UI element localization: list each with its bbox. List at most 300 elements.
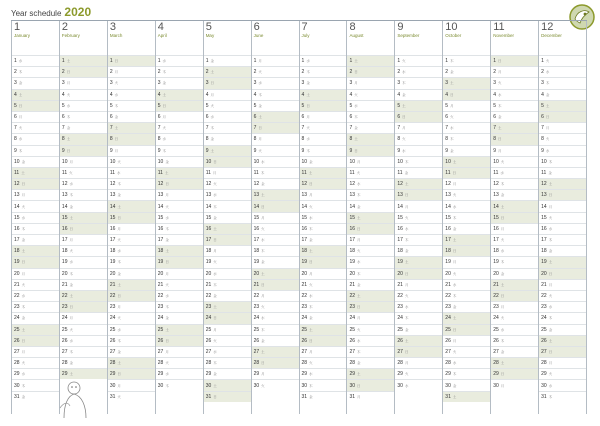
day-cell[interactable] <box>347 55 394 66</box>
day-cell[interactable] <box>491 100 538 111</box>
day-cell[interactable] <box>204 55 251 66</box>
day-cell[interactable] <box>347 77 394 88</box>
day-cell[interactable] <box>108 111 155 122</box>
day-cell[interactable] <box>491 55 538 66</box>
day-cell[interactable] <box>395 111 442 122</box>
day-cell[interactable] <box>60 145 107 156</box>
day-cell[interactable] <box>204 357 251 368</box>
day-cell[interactable] <box>204 156 251 167</box>
day-cell[interactable] <box>443 156 490 167</box>
day-cell[interactable] <box>300 312 347 323</box>
day-cell[interactable] <box>300 357 347 368</box>
day-cell[interactable] <box>347 256 394 267</box>
day-cell[interactable] <box>108 212 155 223</box>
day-cell[interactable] <box>539 245 586 256</box>
day-cell[interactable] <box>108 324 155 335</box>
day-cell[interactable] <box>300 212 347 223</box>
day-cell[interactable] <box>108 268 155 279</box>
day-cell[interactable] <box>539 133 586 144</box>
day-cell[interactable] <box>300 368 347 379</box>
day-cell[interactable] <box>204 245 251 256</box>
day-cell[interactable] <box>395 178 442 189</box>
day-cell[interactable] <box>491 301 538 312</box>
day-cell[interactable] <box>108 279 155 290</box>
day-cell[interactable] <box>204 379 251 390</box>
day-cell[interactable] <box>108 256 155 267</box>
day-cell[interactable] <box>300 111 347 122</box>
day-cell[interactable] <box>252 256 299 267</box>
day-cell[interactable] <box>252 335 299 346</box>
day-cell[interactable] <box>300 189 347 200</box>
day-cell[interactable] <box>12 55 59 66</box>
day-cell[interactable] <box>347 223 394 234</box>
day-cell[interactable] <box>491 145 538 156</box>
day-cell[interactable] <box>491 212 538 223</box>
day-cell[interactable] <box>300 268 347 279</box>
day-cell[interactable] <box>539 156 586 167</box>
day-cell[interactable] <box>491 89 538 100</box>
day-cell[interactable] <box>395 368 442 379</box>
day-cell[interactable] <box>347 279 394 290</box>
day-cell[interactable] <box>443 279 490 290</box>
day-cell[interactable] <box>252 301 299 312</box>
day-cell[interactable] <box>300 279 347 290</box>
day-cell[interactable] <box>539 368 586 379</box>
day-cell[interactable] <box>12 335 59 346</box>
day-cell[interactable] <box>108 379 155 390</box>
day-cell[interactable] <box>491 379 538 390</box>
day-cell[interactable] <box>347 290 394 301</box>
day-cell[interactable] <box>395 133 442 144</box>
day-cell[interactable] <box>12 245 59 256</box>
day-cell[interactable] <box>204 223 251 234</box>
day-cell[interactable] <box>12 357 59 368</box>
day-cell[interactable] <box>395 223 442 234</box>
day-cell[interactable] <box>539 66 586 77</box>
day-cell[interactable] <box>395 55 442 66</box>
day-cell[interactable] <box>108 234 155 245</box>
day-cell[interactable] <box>347 268 394 279</box>
day-cell[interactable] <box>443 234 490 245</box>
day-cell[interactable] <box>108 77 155 88</box>
day-cell[interactable] <box>12 290 59 301</box>
day-cell[interactable] <box>156 234 203 245</box>
day-cell[interactable] <box>539 379 586 390</box>
day-cell[interactable] <box>60 122 107 133</box>
day-cell[interactable] <box>204 256 251 267</box>
day-cell[interactable] <box>12 89 59 100</box>
day-cell[interactable] <box>491 324 538 335</box>
day-cell[interactable] <box>347 122 394 133</box>
day-cell[interactable] <box>156 200 203 211</box>
day-cell[interactable] <box>12 111 59 122</box>
day-cell[interactable] <box>300 234 347 245</box>
day-cell[interactable] <box>539 301 586 312</box>
day-cell[interactable] <box>12 133 59 144</box>
day-cell[interactable] <box>252 245 299 256</box>
day-cell[interactable] <box>60 167 107 178</box>
day-cell[interactable] <box>491 346 538 357</box>
day-cell[interactable] <box>539 212 586 223</box>
day-cell[interactable] <box>300 335 347 346</box>
day-cell[interactable] <box>443 256 490 267</box>
day-cell[interactable] <box>12 156 59 167</box>
day-cell[interactable] <box>60 279 107 290</box>
day-cell[interactable] <box>204 290 251 301</box>
day-cell[interactable] <box>204 391 251 402</box>
day-cell[interactable] <box>491 245 538 256</box>
day-cell[interactable] <box>491 234 538 245</box>
day-cell[interactable] <box>539 122 586 133</box>
day-cell[interactable] <box>443 89 490 100</box>
day-cell[interactable] <box>108 335 155 346</box>
day-cell[interactable] <box>491 223 538 234</box>
day-cell[interactable] <box>300 66 347 77</box>
day-cell[interactable] <box>300 391 347 402</box>
day-cell[interactable] <box>252 156 299 167</box>
day-cell[interactable] <box>60 200 107 211</box>
day-cell[interactable] <box>252 368 299 379</box>
day-cell[interactable] <box>443 77 490 88</box>
day-cell[interactable] <box>60 133 107 144</box>
day-cell[interactable] <box>395 212 442 223</box>
day-cell[interactable] <box>108 357 155 368</box>
day-cell[interactable] <box>443 346 490 357</box>
day-cell[interactable] <box>347 312 394 323</box>
day-cell[interactable] <box>156 55 203 66</box>
day-cell[interactable] <box>108 122 155 133</box>
day-cell[interactable] <box>491 77 538 88</box>
day-cell[interactable] <box>12 234 59 245</box>
day-cell[interactable] <box>60 357 107 368</box>
day-cell[interactable] <box>204 178 251 189</box>
day-cell[interactable] <box>491 368 538 379</box>
day-cell[interactable] <box>60 89 107 100</box>
day-cell[interactable] <box>252 312 299 323</box>
day-cell[interactable] <box>204 66 251 77</box>
day-cell[interactable] <box>491 357 538 368</box>
day-cell[interactable] <box>443 290 490 301</box>
day-cell[interactable] <box>443 324 490 335</box>
day-cell[interactable] <box>60 66 107 77</box>
day-cell[interactable] <box>395 100 442 111</box>
day-cell[interactable] <box>539 111 586 122</box>
day-cell[interactable] <box>539 55 586 66</box>
day-cell[interactable] <box>108 223 155 234</box>
day-cell[interactable] <box>156 145 203 156</box>
day-cell[interactable] <box>108 346 155 357</box>
day-cell[interactable] <box>252 234 299 245</box>
day-cell[interactable] <box>491 167 538 178</box>
day-cell[interactable] <box>252 324 299 335</box>
day-cell[interactable] <box>443 335 490 346</box>
day-cell[interactable] <box>395 156 442 167</box>
day-cell[interactable] <box>252 357 299 368</box>
day-cell[interactable] <box>12 145 59 156</box>
day-cell[interactable] <box>156 167 203 178</box>
day-cell[interactable] <box>300 55 347 66</box>
day-cell[interactable] <box>204 312 251 323</box>
day-cell[interactable] <box>300 346 347 357</box>
day-cell[interactable] <box>443 301 490 312</box>
day-cell[interactable] <box>252 189 299 200</box>
day-cell[interactable] <box>395 189 442 200</box>
day-cell[interactable] <box>347 178 394 189</box>
day-cell[interactable] <box>347 324 394 335</box>
day-cell[interactable] <box>395 66 442 77</box>
day-cell[interactable] <box>60 55 107 66</box>
day-cell[interactable] <box>443 111 490 122</box>
day-cell[interactable] <box>108 290 155 301</box>
day-cell[interactable] <box>539 178 586 189</box>
day-cell[interactable] <box>60 156 107 167</box>
day-cell[interactable] <box>12 66 59 77</box>
day-cell[interactable] <box>60 346 107 357</box>
day-cell[interactable] <box>300 200 347 211</box>
day-cell[interactable] <box>443 212 490 223</box>
day-cell[interactable] <box>347 391 394 402</box>
day-cell[interactable] <box>12 312 59 323</box>
day-cell[interactable] <box>12 346 59 357</box>
day-cell[interactable] <box>12 212 59 223</box>
day-cell[interactable] <box>204 100 251 111</box>
day-cell[interactable] <box>60 234 107 245</box>
day-cell[interactable] <box>300 256 347 267</box>
day-cell[interactable] <box>347 346 394 357</box>
day-cell[interactable] <box>347 301 394 312</box>
day-cell[interactable] <box>12 200 59 211</box>
day-cell[interactable] <box>539 335 586 346</box>
day-cell[interactable] <box>347 89 394 100</box>
day-cell[interactable] <box>204 234 251 245</box>
day-cell[interactable] <box>539 256 586 267</box>
day-cell[interactable] <box>347 189 394 200</box>
day-cell[interactable] <box>204 301 251 312</box>
day-cell[interactable] <box>347 245 394 256</box>
day-cell[interactable] <box>204 189 251 200</box>
day-cell[interactable] <box>60 301 107 312</box>
day-cell[interactable] <box>300 89 347 100</box>
day-cell[interactable] <box>491 122 538 133</box>
day-cell[interactable] <box>252 279 299 290</box>
day-cell[interactable] <box>156 156 203 167</box>
day-cell[interactable] <box>156 268 203 279</box>
day-cell[interactable] <box>156 368 203 379</box>
day-cell[interactable] <box>347 66 394 77</box>
day-cell[interactable] <box>395 279 442 290</box>
day-cell[interactable] <box>108 89 155 100</box>
day-cell[interactable] <box>491 256 538 267</box>
day-cell[interactable] <box>156 100 203 111</box>
day-cell[interactable] <box>347 335 394 346</box>
day-cell[interactable] <box>252 100 299 111</box>
day-cell[interactable] <box>12 301 59 312</box>
day-cell[interactable] <box>252 346 299 357</box>
day-cell[interactable] <box>443 66 490 77</box>
day-cell[interactable] <box>60 111 107 122</box>
day-cell[interactable] <box>443 368 490 379</box>
day-cell[interactable] <box>443 100 490 111</box>
day-cell[interactable] <box>300 245 347 256</box>
day-cell[interactable] <box>443 55 490 66</box>
day-cell[interactable] <box>395 256 442 267</box>
day-cell[interactable] <box>491 312 538 323</box>
day-cell[interactable] <box>156 324 203 335</box>
day-cell[interactable] <box>12 77 59 88</box>
day-cell[interactable] <box>395 245 442 256</box>
day-cell[interactable] <box>204 145 251 156</box>
day-cell[interactable] <box>395 167 442 178</box>
day-cell[interactable] <box>347 133 394 144</box>
day-cell[interactable] <box>156 256 203 267</box>
day-cell[interactable] <box>539 346 586 357</box>
day-cell[interactable] <box>443 200 490 211</box>
day-cell[interactable] <box>347 145 394 156</box>
day-cell[interactable] <box>108 301 155 312</box>
day-cell[interactable] <box>252 167 299 178</box>
day-cell[interactable] <box>204 346 251 357</box>
day-cell[interactable] <box>252 133 299 144</box>
day-cell[interactable] <box>491 133 538 144</box>
day-cell[interactable] <box>60 212 107 223</box>
day-cell[interactable] <box>252 145 299 156</box>
day-cell[interactable] <box>491 111 538 122</box>
day-cell[interactable] <box>252 268 299 279</box>
day-cell[interactable] <box>539 189 586 200</box>
day-cell[interactable] <box>204 200 251 211</box>
day-cell[interactable] <box>300 167 347 178</box>
day-cell[interactable] <box>12 279 59 290</box>
day-cell[interactable] <box>156 77 203 88</box>
day-cell[interactable] <box>539 312 586 323</box>
day-cell[interactable] <box>395 346 442 357</box>
day-cell[interactable] <box>347 167 394 178</box>
day-cell[interactable] <box>395 122 442 133</box>
day-cell[interactable] <box>204 368 251 379</box>
day-cell[interactable] <box>539 279 586 290</box>
day-cell[interactable] <box>252 379 299 390</box>
day-cell[interactable] <box>156 178 203 189</box>
day-cell[interactable] <box>108 156 155 167</box>
day-cell[interactable] <box>300 77 347 88</box>
day-cell[interactable] <box>204 212 251 223</box>
day-cell[interactable] <box>443 122 490 133</box>
day-cell[interactable] <box>156 212 203 223</box>
day-cell[interactable] <box>539 223 586 234</box>
day-cell[interactable] <box>12 268 59 279</box>
day-cell[interactable] <box>443 312 490 323</box>
day-cell[interactable] <box>156 89 203 100</box>
day-cell[interactable] <box>204 89 251 100</box>
day-cell[interactable] <box>395 77 442 88</box>
day-cell[interactable] <box>204 77 251 88</box>
day-cell[interactable] <box>12 256 59 267</box>
day-cell[interactable] <box>204 133 251 144</box>
day-cell[interactable] <box>108 66 155 77</box>
day-cell[interactable] <box>108 245 155 256</box>
day-cell[interactable] <box>395 335 442 346</box>
day-cell[interactable] <box>204 324 251 335</box>
day-cell[interactable] <box>156 335 203 346</box>
day-cell[interactable] <box>156 223 203 234</box>
day-cell[interactable] <box>300 301 347 312</box>
day-cell[interactable] <box>443 379 490 390</box>
day-cell[interactable] <box>108 178 155 189</box>
day-cell[interactable] <box>395 89 442 100</box>
day-cell[interactable] <box>395 357 442 368</box>
day-cell[interactable] <box>443 133 490 144</box>
day-cell[interactable] <box>156 312 203 323</box>
day-cell[interactable] <box>443 357 490 368</box>
day-cell[interactable] <box>252 77 299 88</box>
day-cell[interactable] <box>443 167 490 178</box>
day-cell[interactable] <box>108 100 155 111</box>
day-cell[interactable] <box>252 223 299 234</box>
day-cell[interactable] <box>491 290 538 301</box>
day-cell[interactable] <box>539 268 586 279</box>
day-cell[interactable] <box>300 290 347 301</box>
day-cell[interactable] <box>443 189 490 200</box>
day-cell[interactable] <box>395 268 442 279</box>
day-cell[interactable] <box>156 301 203 312</box>
day-cell[interactable] <box>347 357 394 368</box>
day-cell[interactable] <box>252 66 299 77</box>
day-cell[interactable] <box>108 145 155 156</box>
day-cell[interactable] <box>108 200 155 211</box>
day-cell[interactable] <box>539 391 586 402</box>
day-cell[interactable] <box>12 223 59 234</box>
day-cell[interactable] <box>156 133 203 144</box>
day-cell[interactable] <box>60 77 107 88</box>
day-cell[interactable] <box>156 346 203 357</box>
day-cell[interactable] <box>539 100 586 111</box>
day-cell[interactable] <box>204 111 251 122</box>
day-cell[interactable] <box>12 178 59 189</box>
day-cell[interactable] <box>347 111 394 122</box>
day-cell[interactable] <box>347 368 394 379</box>
day-cell[interactable] <box>108 368 155 379</box>
day-cell[interactable] <box>539 167 586 178</box>
day-cell[interactable] <box>252 111 299 122</box>
day-cell[interactable] <box>491 156 538 167</box>
day-cell[interactable] <box>252 212 299 223</box>
day-cell[interactable] <box>443 145 490 156</box>
day-cell[interactable] <box>300 223 347 234</box>
day-cell[interactable] <box>539 357 586 368</box>
day-cell[interactable] <box>300 178 347 189</box>
day-cell[interactable] <box>347 212 394 223</box>
day-cell[interactable] <box>395 200 442 211</box>
day-cell[interactable] <box>443 391 490 402</box>
day-cell[interactable] <box>156 245 203 256</box>
day-cell[interactable] <box>156 122 203 133</box>
day-cell[interactable] <box>347 234 394 245</box>
day-cell[interactable] <box>156 290 203 301</box>
day-cell[interactable] <box>491 200 538 211</box>
day-cell[interactable] <box>156 189 203 200</box>
day-cell[interactable] <box>491 279 538 290</box>
day-cell[interactable] <box>300 122 347 133</box>
day-cell[interactable] <box>108 189 155 200</box>
day-cell[interactable] <box>204 122 251 133</box>
day-cell[interactable] <box>108 391 155 402</box>
day-cell[interactable] <box>60 178 107 189</box>
day-cell[interactable] <box>60 335 107 346</box>
day-cell[interactable] <box>395 379 442 390</box>
day-cell[interactable] <box>443 178 490 189</box>
day-cell[interactable] <box>347 156 394 167</box>
day-cell[interactable] <box>12 189 59 200</box>
